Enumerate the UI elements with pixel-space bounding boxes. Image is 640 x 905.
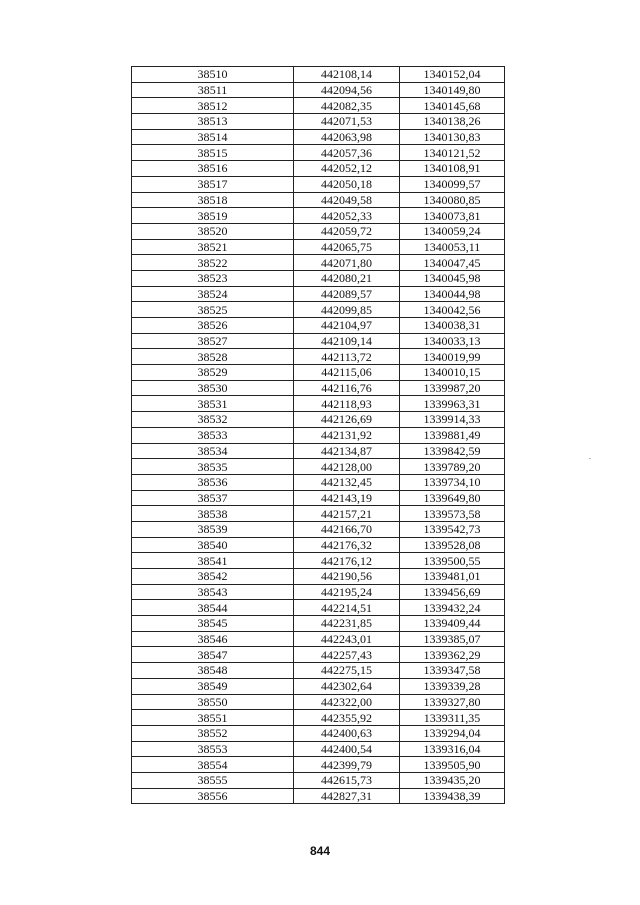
y-coordinate-cell: 1339347,58	[400, 663, 505, 679]
table-row	[132, 67, 505, 83]
table-row	[132, 631, 505, 647]
x-coordinate-cell: 442059,72	[294, 223, 400, 239]
y-coordinate-cell: 1339649,80	[400, 490, 505, 506]
y-coordinate-cell: 1340033,13	[400, 333, 505, 349]
x-coordinate-cell: 442615,73	[294, 772, 400, 788]
point-number-cell: 38527	[132, 333, 294, 349]
y-coordinate-cell: 1340099,57	[400, 176, 505, 192]
point-number-cell: 38537	[132, 490, 294, 506]
x-coordinate-cell: 442190,56	[294, 569, 400, 585]
scan-speck	[589, 458, 591, 459]
y-coordinate-cell: 1339311,35	[400, 710, 505, 726]
y-coordinate-cell: 1340130,83	[400, 129, 505, 145]
y-coordinate-cell: 1339339,28	[400, 678, 505, 694]
point-number-cell: 38532	[132, 412, 294, 428]
point-number-cell: 38523	[132, 270, 294, 286]
table-row	[132, 663, 505, 679]
y-coordinate-cell: 1340080,85	[400, 192, 505, 208]
table-row	[132, 333, 505, 349]
x-coordinate-cell: 442355,92	[294, 710, 400, 726]
point-number-cell: 38517	[132, 176, 294, 192]
table-row	[132, 129, 505, 145]
table-row	[132, 710, 505, 726]
y-coordinate-cell: 1339500,55	[400, 553, 505, 569]
y-coordinate-cell: 1340149,80	[400, 82, 505, 98]
point-number-cell: 38553	[132, 741, 294, 757]
y-coordinate-cell: 1339842,59	[400, 443, 505, 459]
table-row	[132, 114, 505, 130]
table-row	[132, 725, 505, 741]
x-coordinate-cell: 442113,72	[294, 349, 400, 365]
x-coordinate-cell: 442176,32	[294, 537, 400, 553]
table-row	[132, 506, 505, 522]
page-number: 844	[309, 844, 331, 858]
table-row	[132, 443, 505, 459]
table-row	[132, 318, 505, 334]
table-row	[132, 772, 505, 788]
coordinates-table-body	[132, 67, 505, 804]
point-number-cell: 38510	[132, 67, 294, 83]
x-coordinate-cell: 442109,14	[294, 333, 400, 349]
point-number-cell: 38513	[132, 114, 294, 130]
y-coordinate-cell: 1340108,91	[400, 161, 505, 177]
y-coordinate-cell: 1339409,44	[400, 616, 505, 632]
x-coordinate-cell: 442231,85	[294, 616, 400, 632]
point-number-cell: 38521	[132, 239, 294, 255]
x-coordinate-cell: 442071,80	[294, 255, 400, 271]
x-coordinate-cell: 442275,15	[294, 663, 400, 679]
y-coordinate-cell: 1339987,20	[400, 380, 505, 396]
table-row	[132, 741, 505, 757]
x-coordinate-cell: 442082,35	[294, 98, 400, 114]
table-row	[132, 584, 505, 600]
x-coordinate-cell: 442243,01	[294, 631, 400, 647]
point-number-cell: 38526	[132, 318, 294, 334]
table-row	[132, 302, 505, 318]
table-row	[132, 412, 505, 428]
y-coordinate-cell: 1339542,73	[400, 521, 505, 537]
x-coordinate-cell: 442049,58	[294, 192, 400, 208]
y-coordinate-cell: 1340045,98	[400, 270, 505, 286]
y-coordinate-cell: 1339505,90	[400, 757, 505, 773]
y-coordinate-cell: 1339435,20	[400, 772, 505, 788]
table-row	[132, 459, 505, 475]
point-number-cell: 38520	[132, 223, 294, 239]
table-row	[132, 270, 505, 286]
y-coordinate-cell: 1339734,10	[400, 474, 505, 490]
y-coordinate-cell: 1340038,31	[400, 318, 505, 334]
x-coordinate-cell: 442080,21	[294, 270, 400, 286]
table-row	[132, 396, 505, 412]
y-coordinate-cell: 1340073,81	[400, 208, 505, 224]
point-number-cell: 38554	[132, 757, 294, 773]
point-number-cell: 38538	[132, 506, 294, 522]
y-coordinate-cell: 1339963,31	[400, 396, 505, 412]
point-number-cell: 38524	[132, 286, 294, 302]
y-coordinate-cell: 1340053,11	[400, 239, 505, 255]
y-coordinate-cell: 1340047,45	[400, 255, 505, 271]
point-number-cell: 38535	[132, 459, 294, 475]
y-coordinate-cell: 1339914,33	[400, 412, 505, 428]
point-number-cell: 38549	[132, 678, 294, 694]
point-number-cell: 38519	[132, 208, 294, 224]
x-coordinate-cell: 442052,12	[294, 161, 400, 177]
point-number-cell: 38533	[132, 427, 294, 443]
x-coordinate-cell: 442195,24	[294, 584, 400, 600]
x-coordinate-cell: 442176,12	[294, 553, 400, 569]
point-number-cell: 38528	[132, 349, 294, 365]
x-coordinate-cell: 442322,00	[294, 694, 400, 710]
y-coordinate-cell: 1339881,49	[400, 427, 505, 443]
point-number-cell: 38525	[132, 302, 294, 318]
table-row	[132, 98, 505, 114]
y-coordinate-cell: 1340019,99	[400, 349, 505, 365]
y-coordinate-cell: 1340138,26	[400, 114, 505, 130]
table-row	[132, 286, 505, 302]
x-coordinate-cell: 442104,97	[294, 318, 400, 334]
point-number-cell: 38542	[132, 569, 294, 585]
y-coordinate-cell: 1340010,15	[400, 365, 505, 381]
x-coordinate-cell: 442166,70	[294, 521, 400, 537]
point-number-cell: 38529	[132, 365, 294, 381]
point-number-cell: 38539	[132, 521, 294, 537]
x-coordinate-cell: 442257,43	[294, 647, 400, 663]
table-row	[132, 757, 505, 773]
x-coordinate-cell: 442089,57	[294, 286, 400, 302]
point-number-cell: 38555	[132, 772, 294, 788]
point-number-cell: 38545	[132, 616, 294, 632]
x-coordinate-cell: 442116,76	[294, 380, 400, 396]
x-coordinate-cell: 442134,87	[294, 443, 400, 459]
x-coordinate-cell: 442099,85	[294, 302, 400, 318]
point-number-cell: 38514	[132, 129, 294, 145]
y-coordinate-cell: 1339573,58	[400, 506, 505, 522]
x-coordinate-cell: 442128,00	[294, 459, 400, 475]
x-coordinate-cell: 442399,79	[294, 757, 400, 773]
table-row	[132, 521, 505, 537]
point-number-cell: 38530	[132, 380, 294, 396]
table-row	[132, 694, 505, 710]
x-coordinate-cell: 442143,19	[294, 490, 400, 506]
x-coordinate-cell: 442065,75	[294, 239, 400, 255]
x-coordinate-cell: 442400,54	[294, 741, 400, 757]
y-coordinate-cell: 1340059,24	[400, 223, 505, 239]
x-coordinate-cell: 442057,36	[294, 145, 400, 161]
y-coordinate-cell: 1339362,29	[400, 647, 505, 663]
y-coordinate-cell: 1339316,04	[400, 741, 505, 757]
point-number-cell: 38518	[132, 192, 294, 208]
point-number-cell: 38552	[132, 725, 294, 741]
point-number-cell: 38511	[132, 82, 294, 98]
y-coordinate-cell: 1340152,04	[400, 67, 505, 83]
table-row	[132, 427, 505, 443]
table-row	[132, 192, 505, 208]
table-row	[132, 678, 505, 694]
y-coordinate-cell: 1340044,98	[400, 286, 505, 302]
point-number-cell: 38543	[132, 584, 294, 600]
table-row	[132, 474, 505, 490]
y-coordinate-cell: 1340121,52	[400, 145, 505, 161]
table-row	[132, 365, 505, 381]
point-number-cell: 38515	[132, 145, 294, 161]
y-coordinate-cell: 1339481,01	[400, 569, 505, 585]
x-coordinate-cell: 442132,45	[294, 474, 400, 490]
table-row	[132, 380, 505, 396]
x-coordinate-cell: 442063,98	[294, 129, 400, 145]
point-number-cell: 38522	[132, 255, 294, 271]
table-row	[132, 490, 505, 506]
point-number-cell: 38544	[132, 600, 294, 616]
x-coordinate-cell: 442302,64	[294, 678, 400, 694]
table-row	[132, 553, 505, 569]
table-row	[132, 161, 505, 177]
y-coordinate-cell: 1339789,20	[400, 459, 505, 475]
table-row	[132, 223, 505, 239]
point-number-cell: 38556	[132, 788, 294, 804]
point-number-cell: 38548	[132, 663, 294, 679]
y-coordinate-cell: 1339294,04	[400, 725, 505, 741]
point-number-cell: 38541	[132, 553, 294, 569]
point-number-cell: 38516	[132, 161, 294, 177]
table-row	[132, 82, 505, 98]
table-row	[132, 255, 505, 271]
table-row	[132, 208, 505, 224]
table-row	[132, 600, 505, 616]
x-coordinate-cell: 442115,06	[294, 365, 400, 381]
point-number-cell: 38531	[132, 396, 294, 412]
y-coordinate-cell: 1339327,80	[400, 694, 505, 710]
table-row	[132, 145, 505, 161]
x-coordinate-cell: 442050,18	[294, 176, 400, 192]
table-row	[132, 647, 505, 663]
table-row	[132, 788, 505, 804]
point-number-cell: 38534	[132, 443, 294, 459]
y-coordinate-cell: 1339528,08	[400, 537, 505, 553]
point-number-cell: 38536	[132, 474, 294, 490]
point-number-cell: 38547	[132, 647, 294, 663]
coordinates-table	[131, 66, 505, 804]
point-number-cell: 38546	[132, 631, 294, 647]
y-coordinate-cell: 1339432,24	[400, 600, 505, 616]
point-number-cell: 38550	[132, 694, 294, 710]
table-row	[132, 176, 505, 192]
x-coordinate-cell: 442400,63	[294, 725, 400, 741]
table-row	[132, 616, 505, 632]
x-coordinate-cell: 442157,21	[294, 506, 400, 522]
x-coordinate-cell: 442131,92	[294, 427, 400, 443]
y-coordinate-cell: 1339456,69	[400, 584, 505, 600]
y-coordinate-cell: 1339438,39	[400, 788, 505, 804]
table-row	[132, 569, 505, 585]
table-row	[132, 537, 505, 553]
x-coordinate-cell: 442052,33	[294, 208, 400, 224]
x-coordinate-cell: 442214,51	[294, 600, 400, 616]
table-row	[132, 239, 505, 255]
x-coordinate-cell: 442108,14	[294, 67, 400, 83]
x-coordinate-cell: 442071,53	[294, 114, 400, 130]
x-coordinate-cell: 442827,31	[294, 788, 400, 804]
point-number-cell: 38540	[132, 537, 294, 553]
table-row	[132, 349, 505, 365]
x-coordinate-cell: 442118,93	[294, 396, 400, 412]
y-coordinate-cell: 1340042,56	[400, 302, 505, 318]
point-number-cell: 38512	[132, 98, 294, 114]
y-coordinate-cell: 1339385,07	[400, 631, 505, 647]
x-coordinate-cell: 442126,69	[294, 412, 400, 428]
x-coordinate-cell: 442094,56	[294, 82, 400, 98]
point-number-cell: 38551	[132, 710, 294, 726]
y-coordinate-cell: 1340145,68	[400, 98, 505, 114]
